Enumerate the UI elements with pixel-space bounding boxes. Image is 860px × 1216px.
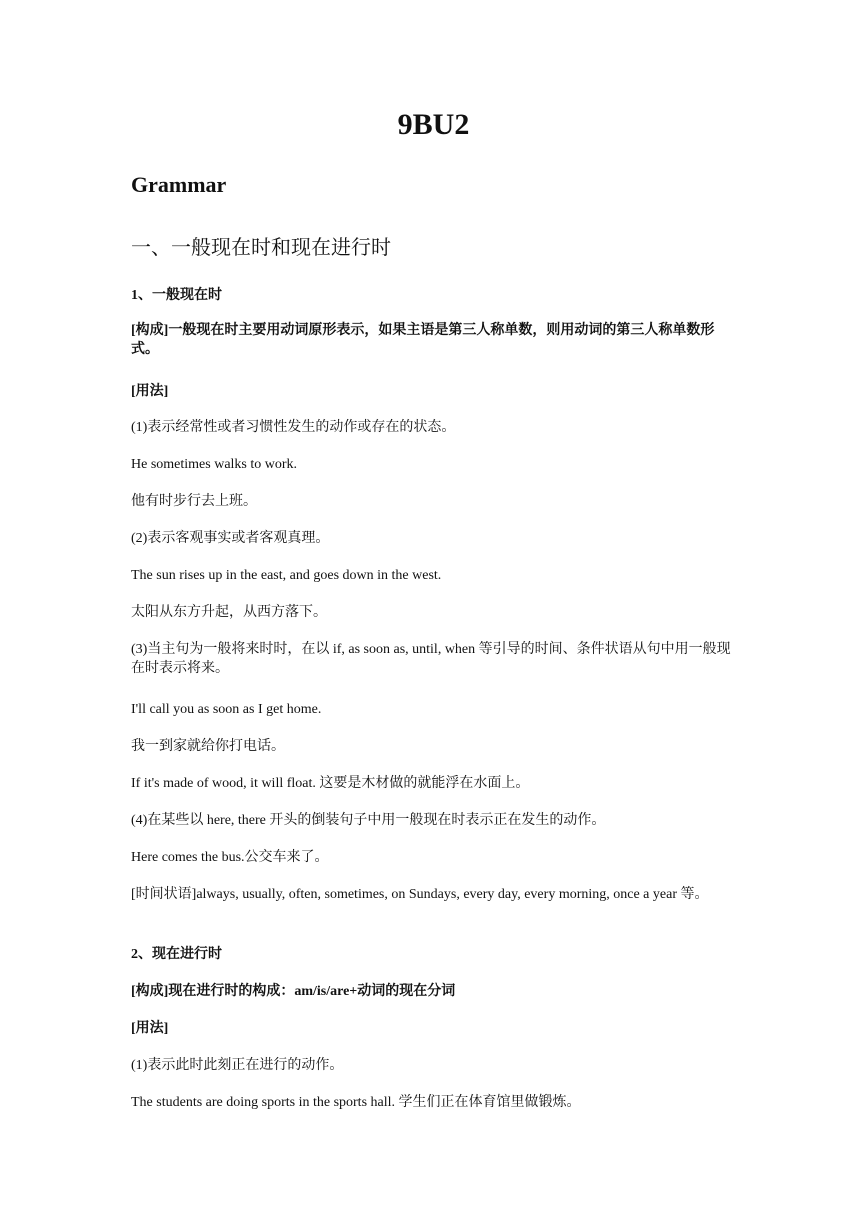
s1-usage-2: (2)表示客观事实或者客观真理。 (131, 531, 330, 546)
s1-usage-3: (3)当主句为一般将来时时，在以 if, as soon as, until, when 等引导的时间、条件状语从句中用一般现在时表示将来。 (131, 642, 731, 676)
s2-usage-1-example: The students are doing sports in the sports hall. 学生们正在体育馆里做锻炼。 (131, 1095, 581, 1110)
s2-usage-label: [用法] (131, 1021, 169, 1036)
part1-heading: 一、一般现在时和现在进行时 (131, 235, 391, 259)
s1-usage-1-example-cn: 他有时步行去上班。 (131, 494, 257, 509)
s1-usage-2-example-en: The sun rises up in the east, and goes down in the west. (131, 568, 442, 583)
s1-usage-4-example: Here comes the bus.公交车来了。 (131, 850, 329, 865)
s1-heading: 1、一般现在时 (131, 288, 222, 303)
section-heading: Grammar (131, 172, 227, 197)
document-title: 9BU2 (397, 108, 470, 141)
s1-usage-3-example-cn: 我一到家就给你打电话。 (131, 739, 285, 754)
s1-usage-3-example-2: If it's made of wood, it will float. 这要是木材做的就能浮在水面上。 (131, 776, 530, 791)
s1-usage-2-example-cn: 太阳从东方升起，从西方落下。 (131, 605, 327, 620)
s1-structure: [构成]一般现在时主要用动词原形表示，如果主语是第三人称单数，则用动词的第三人称单数形式。 (131, 323, 715, 357)
s1-usage-1: (1)表示经常性或者习惯性发生的动作或存在的状态。 (131, 420, 456, 435)
s1-usage-1-example-en: He sometimes walks to work. (131, 457, 298, 472)
s1-usage-4: (4)在某些以 here, there 开头的倒装句子中用一般现在时表示正在发生的动作。 (131, 813, 606, 828)
s1-usage-label: [用法] (131, 384, 169, 399)
s1-usage-3-example-en: I'll call you as soon as I get home. (131, 702, 322, 717)
s2-heading: 2、现在进行时 (131, 947, 222, 962)
s2-structure: [构成]现在进行时的构成：am/is/are+动词的现在分词 (131, 984, 456, 999)
s2-usage-1: (1)表示此时此刻正在进行的动作。 (131, 1058, 344, 1073)
s1-time-adverbials: [时间状语]always, usually, often, sometimes, on Sundays, every day, every morning, once a year 等。 (131, 887, 709, 902)
